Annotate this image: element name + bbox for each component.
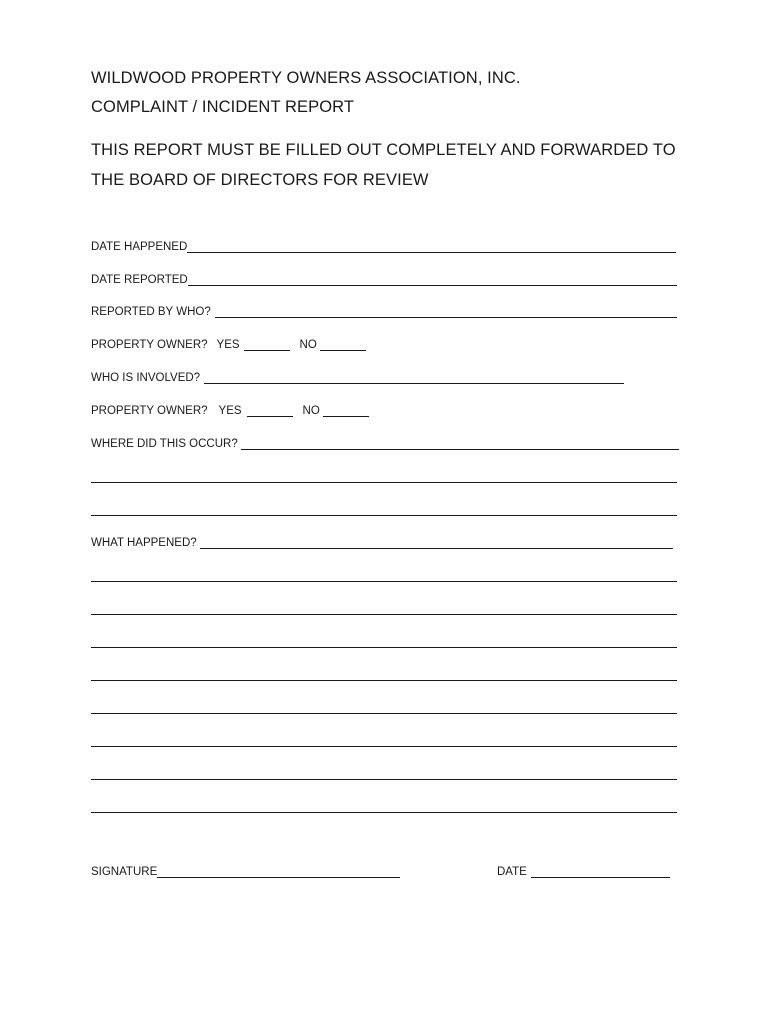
date-reported-label: DATE REPORTED [91,274,188,286]
no-label-2: NO [302,405,320,417]
what-happened-line-4[interactable] [91,647,677,648]
property-owner-label-2: PROPERTY OWNER? [91,405,208,417]
date-reported-row [91,270,677,286]
yes-field-2[interactable] [247,404,293,417]
who-involved-label: WHO IS INVOLVED? [91,372,201,384]
reported-by-field[interactable] [215,305,677,318]
sign-date-label: DATE [497,866,527,878]
what-happened-line-6[interactable] [91,713,677,714]
form-title: COMPLAINT / INCIDENT REPORT [91,98,355,116]
what-happened-line-7[interactable] [91,746,677,747]
what-happened-field[interactable] [200,536,673,549]
signature-label: SIGNATURE [91,866,158,878]
what-happened-line-9[interactable] [91,812,677,813]
date-happened-row [91,237,676,253]
yes-label-1: YES [216,339,240,351]
what-happened-line-5[interactable] [91,680,677,681]
what-happened-line-8[interactable] [91,779,677,780]
what-happened-line-2[interactable] [91,581,677,582]
no-field-1[interactable] [320,338,366,351]
org-name: WILDWOOD PROPERTY OWNERS ASSOCIATION, INC. [91,69,521,87]
reported-by-row [91,302,677,318]
where-occur-line-2[interactable] [91,482,677,483]
where-occur-label: WHERE DID THIS OCCUR? [91,438,238,450]
what-happened-row [91,533,673,549]
yes-field-1[interactable] [244,338,290,351]
notice-line-1: THIS REPORT MUST BE FILLED OUT COMPLETELY AND FORWARDED TO [91,141,676,159]
no-label-1: NO [299,339,317,351]
property-owner-row-2 [91,401,369,417]
yes-label-2: YES [218,405,242,417]
what-happened-label: WHAT HAPPENED? [91,537,197,549]
where-occur-line-3[interactable] [91,515,677,516]
what-happened-line-3[interactable] [91,614,677,615]
sign-date-row [497,862,670,878]
property-owner-row-1 [91,335,366,351]
reported-by-label: REPORTED BY WHO? [91,306,211,318]
signature-field[interactable] [157,865,400,878]
date-happened-field[interactable] [187,240,676,253]
sign-date-field[interactable] [531,865,670,878]
notice-line-2: THE BOARD OF DIRECTORS FOR REVIEW [91,171,429,189]
who-involved-field[interactable] [204,371,624,384]
no-field-2[interactable] [323,404,369,417]
where-occur-row [91,434,679,450]
who-involved-row [91,368,624,384]
signature-row [91,862,400,878]
date-reported-field[interactable] [188,273,677,286]
date-happened-label: DATE HAPPENED [91,241,188,253]
where-occur-field[interactable] [241,437,679,450]
property-owner-label-1: PROPERTY OWNER? [91,339,208,351]
